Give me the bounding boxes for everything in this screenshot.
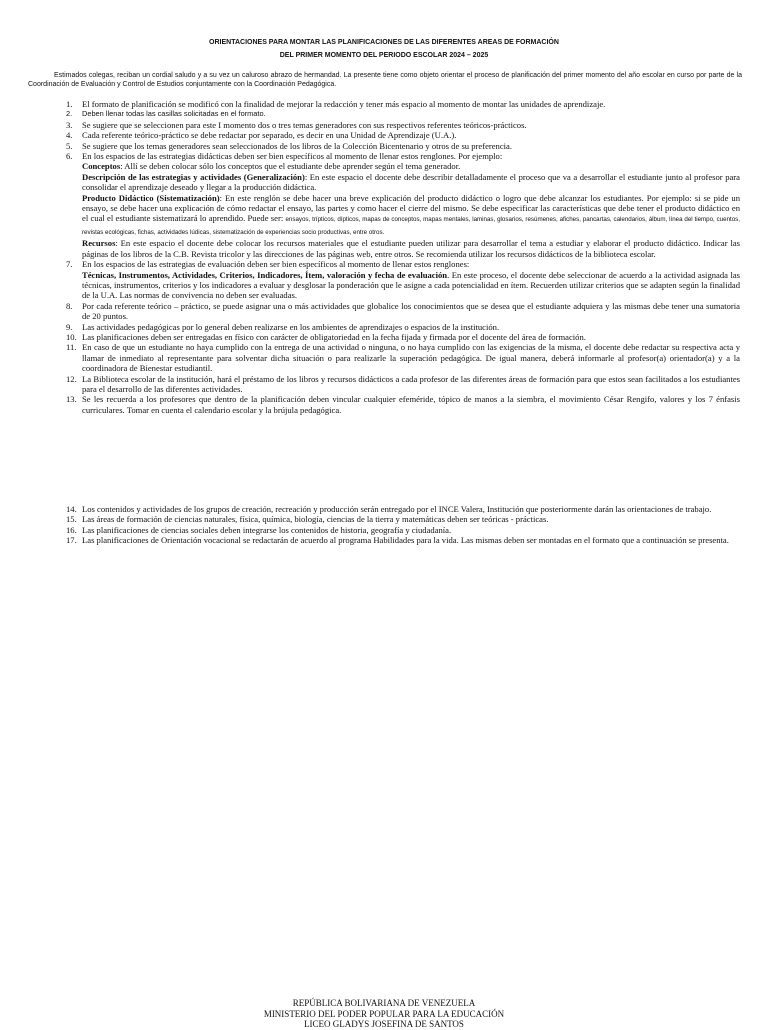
orientations-list: [0, 99, 768, 415]
list-item-13: [0, 394, 740, 415]
item-number: 13.: [66, 394, 77, 405]
item-number: 3.: [66, 119, 73, 130]
list-item-10: [0, 332, 740, 342]
list-item-2: [0, 109, 740, 119]
item-text: La Biblioteca escolar de la institución, hará el préstamo de los libros y recursos didácticos a cada profesor de las diferentes áreas de formación para que estos sean facilitados a los estudiantes para el desarrollo de las diferentes actividades.: [82, 373, 740, 394]
item-number: 6.: [66, 151, 73, 162]
item-number: 8.: [66, 300, 73, 311]
document-title-line1: ORIENTACIONES PARA MONTAR LAS PLANIFICACIONES DE LAS DIFERENTES AREAS DE FORMACIÓN: [209, 39, 559, 46]
list-item-3: [0, 120, 740, 130]
item-number: 14.: [66, 504, 77, 514]
item-number: 5.: [66, 140, 73, 151]
item-number: 10.: [66, 331, 77, 342]
item-text: Cada referente teórico-práctico se debe redactar por separado, es decir en una Unidad de Aprendizaje (U.A.).: [82, 130, 457, 141]
list-item-8: [0, 301, 740, 322]
item-text: Las áreas de formación de ciencias naturales, física, química, biología, ciencias de la tierra y matemáticas deben ser teóricas - prácticas.: [82, 514, 549, 525]
item-text: Las actividades pedagógicas por lo general deben realizarse en los ambientes de aprendizajes o espacios de la institución.: [82, 321, 500, 332]
item-number: 12.: [66, 373, 77, 384]
footer-line-ministry: MINISTERIO DEL PODER POPULAR PARA LA EDUCACIÓN: [263, 1008, 505, 1019]
conceptos-text: : Allí se deben colocar sólo los conceptos que el estudiante debe aprender según el tema generador.: [120, 161, 461, 172]
item-text: Se sugiere que los temas generadores sean seleccionados de los libros de la Colección Bicentenario y otros de su preferencia.: [82, 140, 513, 151]
item-text: Las planificaciones deben ser entregadas en físico con carácter de obligatoriedad en la fecha fijada y firmada por el docente del área de formación.: [82, 331, 586, 342]
item-text: Se sugiere que se seleccionen para este I momento dos o tres temas generadores con sus respectivos referentes teóricos-prácticos.: [82, 119, 527, 130]
item-number: 1.: [66, 99, 73, 109]
recursos-paragraph: [82, 238, 740, 259]
list-item-1: [0, 99, 740, 109]
item-number: 4.: [66, 130, 73, 141]
conceptos-label: Conceptos: [82, 161, 121, 172]
item-text: El formato de planificación se modificó con la finalidad de mejorar la redacción y tener más espacio al momento de montar las unidades de aprendizaje.: [82, 99, 606, 109]
producto-examples: ensayos, trípticos, dípticos, mapas de conceptos, mapas mentales, laminas, glosarios, resúmenes, afiches, pancartas, calendarios, álbum, línea del tiempo, cuentos, revistas ecológicas, fichas, actividades lúdicas, sistematización de experiencias socio productivas, entre otros.: [82, 216, 740, 236]
footer-line-school: LICEO GLADYS JOSEFINA DE SANTOS: [304, 1019, 464, 1029]
item-number: 16.: [66, 524, 77, 535]
producto-paragraph: [82, 193, 740, 239]
list-item-15: [0, 514, 740, 524]
list-item-16: [0, 525, 740, 535]
intro-paragraph: Estimados colegas, reciban un cordial saludo y a su vez un caluroso abrazo de hermandad. La presente tiene como objeto orientar el proceso de planificación del primer momento del año escolar en curso por parte de la Coordinación de Evaluación y Control de Estudios conjuntamente con la Coordinación Pedagógica.: [28, 72, 742, 88]
descripcion-text: : En este espacio el docente debe describir detalladamente el proceso que va a desarrollar el estudiante junto al profesor para consolidar el aprendizaje deseado y llegar a la producción didáctica.: [82, 171, 740, 193]
evaluacion-label: Técnicas, Instrumentos, Actividades, Criterios, Indicadores, Ítem, valoración y fecha de evaluación: [82, 269, 448, 280]
list-item-4: [0, 130, 740, 140]
producto-label: Producto Didáctico (Sistematización): [82, 192, 220, 203]
recursos-text: : En este espacio el docente debe colocar los recursos materiales que el estudiante pueden utilizar para desarrollar el tema a estudiar y elaborar el producto didáctico. Indicar las páginas de los libros de la C.B. Revista tricolor y las direcciones de las páginas web, entre otros. Se recomienda utilizar los recursos didácticos de la biblioteca escolar.: [82, 238, 740, 259]
conceptos-paragraph: [82, 161, 740, 171]
item-text: Se les recuerda a los profesores que dentro de la planificación deben vincular cualquier efeméride, tópico de manos a la siembra, el movimiento César Rengifo, valores y los 7 énfasis curriculares. Tomar en cuenta el calendario escolar y la brújula pedagógica.: [82, 394, 740, 415]
item-number: 9.: [66, 321, 73, 332]
item-number: 2.: [66, 109, 73, 119]
item-text: Las planificaciones de Orientación vocacional se redactarán de acuerdo al programa Habilidades para la vida. Las mismas deben ser montadas en el formato que a continuación se presenta.: [82, 535, 729, 546]
producto-text: : En este renglón se debe hacer una breve explicación del producto didáctico o logro que debe alcanzar los estudiantes. Por ejemplo: si se pide un ensayo, se debe hacer una explicación de cómo redactar el ensayo, las partes y como hacer el cierre del mismo. Se debe especificar las características que debe tener el producto didáctico en el cual el estudiante sistematizará lo aprendido. Puede ser:: [82, 192, 741, 224]
item-text: Por cada referente teórico – práctico, se puede asignar una o más actividades que globalice los conocimientos que se desea que el estudiante adquiera y las mismas debe tener una sumatoria de 20 puntos.: [82, 300, 740, 322]
institution-header-footer: [0, 998, 768, 1030]
list-item-6: [0, 151, 740, 259]
descripcion-label: Descripción de las estrategias y actividades (Generalización): [82, 171, 305, 182]
item-number: 15.: [66, 514, 77, 525]
list-item-9: [0, 322, 740, 332]
item-text: En los espacios de las estrategias de evaluación deben ser bien específicos al momento de llenar estos renglones:: [82, 259, 470, 270]
orientations-list-continued: [0, 504, 768, 546]
list-item-11: [0, 342, 740, 373]
document-title-line2: DEL PRIMER MOMENTO DEL PERIODO ESCOLAR 2024 – 2025: [279, 52, 489, 59]
list-item-17: [0, 535, 740, 545]
recursos-label: Recursos: [82, 238, 116, 249]
item-number: 11.: [66, 342, 77, 353]
evaluacion-paragraph: [82, 270, 740, 301]
list-item-12: [0, 374, 740, 395]
item-text: Las planificaciones de ciencias sociales deben integrarse los contenidos de historia, geografía y ciudadanía.: [82, 524, 452, 535]
item-text: Deben llenar todas las casillas solicitadas en el formato.: [82, 109, 266, 119]
item-text: En caso de que un estudiante no haya cumplido con la entrega de una actividad o ninguna, o no haya cumplido con las exigencias de la misma, el docente debe redactar su respectiva acta y llamar de inmediato al representante para solventar dicha situación o para realizarle la superación pedagógica. De igual manera, deberá informarle al profesor(a) orientador(a) y a la coordinadora de Bienestar estudiantil.: [82, 342, 740, 374]
list-item-5: [0, 141, 740, 151]
item-text: En los espacios de las estrategias didácticas deben ser bien específicos al momento de llenar estos renglones. Por ejemplo:: [82, 151, 503, 162]
item-number: 17.: [66, 535, 77, 546]
evaluacion-text: . En este proceso, el docente debe seleccionar de acuerdo a la actividad asignada las técnicas, instrumentos, criterios y los indicadores a evaluar y desglosar la ponderación que le asigne a cada potencialidad en ítem. Recuerden utilizar criterios que se adapten según la finalidad de la U.A. Las normas de convivencia no deben ser evaluadas.: [82, 269, 740, 301]
list-item-14: [0, 504, 740, 514]
item-number: 7.: [66, 259, 73, 270]
descripcion-paragraph: [82, 172, 740, 193]
item-text: Los contenidos y actividades de los grupos de creación, recreación y producción serán entregado por el INCE Valera, Institución que posteriormente darán las orientaciones de trabajo.: [82, 504, 712, 514]
list-item-7: [0, 259, 740, 301]
footer-line-republic: REPÚBLICA BOLIVARIANA DE VENEZUELA: [292, 998, 476, 1008]
